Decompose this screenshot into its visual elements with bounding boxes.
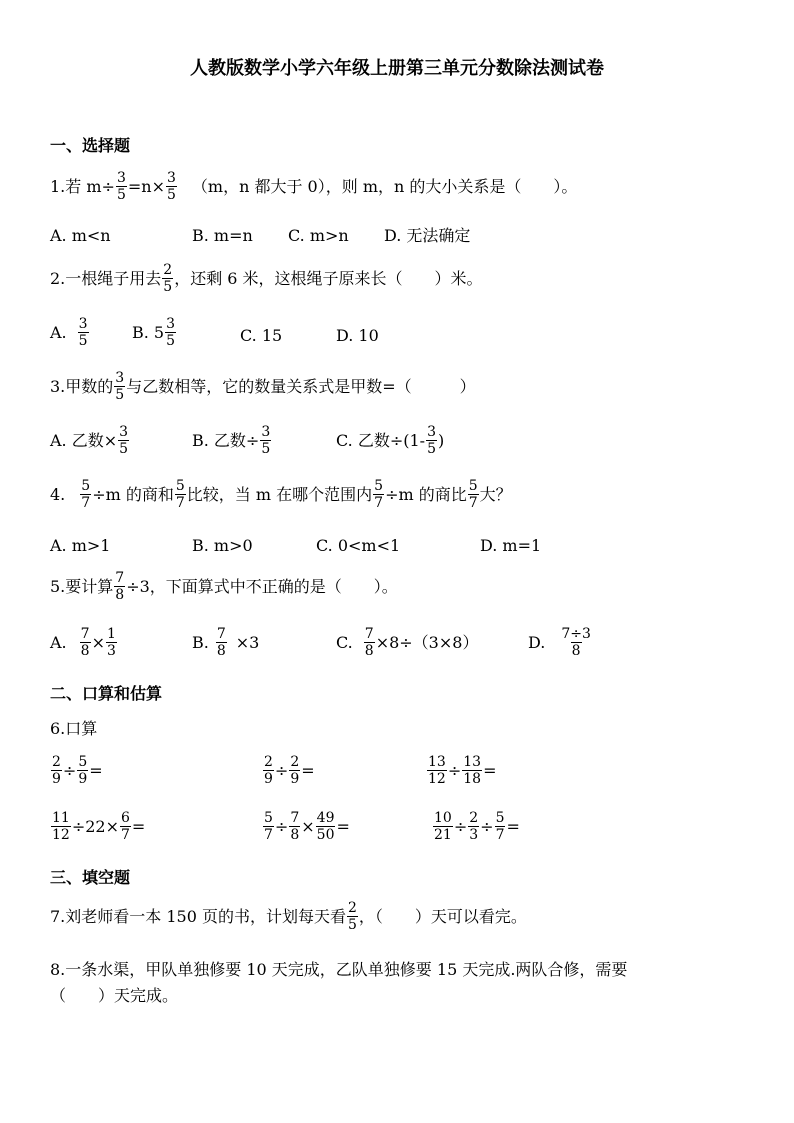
question-7: 7.刘老师看一本 150 页的书，计划每天看 2 5 ，（ ）天可以看完。 [50, 900, 527, 933]
fraction: $\frac{7}{8}$ [364, 626, 374, 659]
fraction: $\frac{3}{5}$ [116, 170, 126, 203]
fraction: 2 5 [347, 900, 357, 933]
fraction: $\frac{5}{9}$ [78, 754, 88, 787]
fraction: $\frac{5}{7}$ [495, 810, 505, 843]
fraction: 7÷3 8 [561, 626, 591, 659]
q2-option-b: B. 5 3 5 [132, 316, 176, 349]
question-5: 5.要计算 $\frac{7}{8}$ ÷3，下面算式中不正确的是（ ）。 [50, 570, 398, 603]
calc-expression: $\frac{2}{9}$ ÷ $\frac{5}{9}$ = [52, 754, 103, 787]
fraction: $\frac{2}{3}$ [469, 810, 479, 843]
fraction: $\frac{3}{5}$ [166, 170, 176, 203]
q3-option-c: C. 乙数÷(1- 3 5 ) [336, 424, 445, 457]
section-heading-choice: 一、选择题 [50, 136, 131, 155]
fraction: 3 5 [166, 316, 176, 349]
fraction: 5 7 [468, 478, 478, 511]
q5-option-d: D. 7÷3 8 [528, 626, 591, 659]
fraction: $\frac{3}{5}$ [119, 424, 129, 457]
fraction: 7 8 [216, 626, 226, 659]
fraction: $\frac{2}{9}$ [290, 754, 300, 787]
fraction: 3 5 [427, 424, 437, 457]
fraction: $\frac{5}{7}$ [264, 810, 273, 843]
fraction: $\frac{13}{18}$ [463, 754, 482, 787]
fraction: $\frac{7}{8}$ [115, 570, 125, 603]
q1-option-a: A. m<n [50, 226, 111, 245]
fraction: 2 5 [163, 262, 173, 295]
q5-option-a: A. $\frac{7}{8}$ × $\frac{1}{3}$ [50, 626, 116, 659]
fraction: $\frac{11}{12}$ [52, 810, 70, 843]
q5-option-b: B. 7 8 ×3 [192, 626, 260, 659]
fraction: $\frac{5}{7}$ [81, 478, 91, 511]
fraction: $\frac{10}{21}$ [434, 810, 452, 843]
question-1: 1.若 m÷ $\frac{3}{5}$ =n× $\frac{3}{5}$ （m，n 都大于 0），则 m，n 的大小关系是（ ）。 [50, 170, 578, 203]
q2-option-a: A. 3 5 [50, 316, 88, 349]
fraction: $\frac{2}{9}$ [52, 754, 61, 787]
question-3: 3.甲数的 3 5 与乙数相等，它的数量关系式是甲数=（ ） [50, 370, 476, 403]
fraction: $\frac{1}{3}$ [106, 626, 116, 659]
question-8-line1: 8.一条水渠，甲队单独修要 10 天完成，乙队单独修要 15 天完成.两队合修，需要 [50, 960, 628, 979]
calc-expression: $\frac{5}{7}$ ÷ $\frac{7}{8}$ × $\frac{49}{50}$ = [264, 810, 350, 843]
q4-option-a: A. m>1 [50, 536, 111, 555]
question-4: 4. $\frac{5}{7}$ ÷m 的商和 5 7 比较，当 m 在哪个范围内 $\frac{5}{7}$ ÷m 的商比 5 7 大？ [50, 478, 512, 511]
q2-option-d: D. 10 [336, 326, 379, 345]
q3-option-b: B. 乙数÷ $\frac{3}{5}$ [192, 424, 271, 457]
q1-option-d: D. 无法确定 [384, 226, 471, 245]
q1-option-c: C. m>n [288, 226, 349, 245]
section-heading-calculation: 二、口算和估算 [50, 684, 163, 703]
calc-expression: $\frac{11}{12}$ ÷22× $\frac{6}{7}$ = [52, 810, 146, 843]
fraction: 3 5 [78, 316, 88, 349]
section-heading-fill-blank: 三、填空题 [50, 868, 131, 887]
calc-expression: $\frac{13}{12}$ ÷ $\frac{13}{18}$ = [428, 754, 497, 787]
fraction: $\frac{13}{12}$ [428, 754, 446, 787]
fraction: $\frac{49}{50}$ [316, 810, 335, 843]
fraction: $\frac{7}{8}$ [80, 626, 90, 659]
q1-option-b: B. m=n [192, 226, 253, 245]
fraction: $\frac{5}{7}$ [374, 478, 384, 511]
fraction: 3 5 [115, 370, 125, 403]
question-2: 2.一根绳子用去 2 5 ，还剩 6 米，这根绳子原来长（ ）米。 [50, 262, 483, 295]
q3-option-a: A. 乙数× $\frac{3}{5}$ [50, 424, 129, 457]
q4-option-b: B. m>0 [192, 536, 253, 555]
calc-expression: $\frac{10}{21}$ ÷ $\frac{2}{3}$ ÷ $\frac{5}{7}$ = [434, 810, 520, 843]
page-title: 人教版数学小学六年级上册第三单元分数除法测试卷 [190, 58, 604, 79]
fraction: $\frac{2}{9}$ [264, 754, 273, 787]
fraction: $\frac{7}{8}$ [290, 810, 300, 843]
question-8-line2: （ ）天完成。 [50, 986, 179, 1005]
question-6-label: 6.口算 [50, 719, 98, 738]
q2-option-c: C. 15 [240, 326, 283, 345]
fraction: 5 7 [175, 478, 185, 511]
q4-option-c: C. 0<m<1 [316, 536, 401, 555]
fraction: $\frac{3}{5}$ [261, 424, 271, 457]
calc-expression: $\frac{2}{9}$ ÷ $\frac{2}{9}$ = [264, 754, 315, 787]
q4-option-d: D. m=1 [480, 536, 542, 555]
q5-option-c: C. $\frac{7}{8}$ ×8÷（3×8） [336, 626, 479, 659]
fraction: $\frac{6}{7}$ [121, 810, 130, 843]
